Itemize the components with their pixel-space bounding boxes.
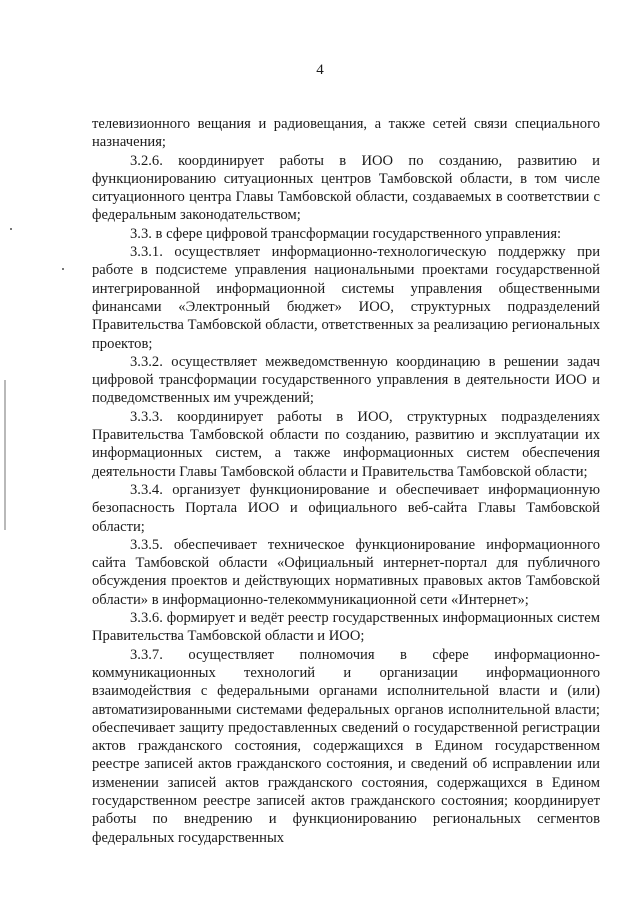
paragraph: 3.3.6. формирует и ведёт реестр государственных информационных систем Правительства Тамбовской области и ИОО; — [92, 610, 600, 645]
paragraph: 3.3.2. осуществляет межведомственную координацию в решении задач цифровой трансформации государственного управления в деятельности ИОО и подведомственных им учреждений; — [92, 353, 600, 407]
paragraph: 3.3. в сфере цифровой трансформации государственного управления: — [130, 225, 562, 242]
scan-margin-mark — [4, 380, 6, 530]
scan-dot — [10, 228, 12, 230]
paragraph: 3.3.3. координирует работы в ИОО, структурных подразделениях Правительства Тамбовской области по созданию, развитию и эксплуатации их информационных систем, а также информационных систем обеспечения деятельности Главы Тамбовской области и Правительства Тамбовской области; — [92, 408, 600, 480]
paragraph: телевизионного вещания и радиовещания, а также сетей связи специального назначения; — [92, 116, 600, 151]
paragraph: 3.3.4. организует функционирование и обеспечивает информационную безопасность Портала ИОО и официального веб-сайта Главы Тамбовской области; — [92, 481, 600, 535]
page-number: 4 — [316, 62, 324, 78]
document-body — [92, 115, 600, 847]
paragraph: 3.2.6. координирует работы в ИОО по созданию, развитию и функционированию ситуационных центров Тамбовской области, в том числе ситуационного центра Главы Тамбовской области, создаваемых в соответствии с федеральным законодательством; — [92, 152, 600, 224]
paragraph: 3.3.5. обеспечивает техническое функционирование информационного сайта Тамбовской области «Официальный интернет-портал для публичного обсуждения проектов и действующих нормативных правовых актов Тамбовской области» в информационно-телекоммуникационной сети «Интернет»; — [92, 536, 600, 608]
scan-dot — [62, 268, 64, 270]
paragraph: 3.3.7. осуществляет полномочия в сфере информационно-коммуникационных технологий и организации информационного взаимодействия с федеральными органами исполнительной власти и (или) автоматизированными системами федеральных органов исполнительной власти; обеспечивает защиту предоставленных сведений о государственной регистрации актов гражданского состояния, содержащихся в Едином государственном реестре записей актов гражданского состояния, и сведений об исправлении или изменении записей актов гражданского состояния, содержащихся в Едином государственном реестре записей актов гражданского состояния; координирует работы по внедрению и функционированию региональных сегментов федеральных государственных — [92, 646, 600, 846]
paragraph: 3.3.1. осуществляет информационно-технологическую поддержку при работе в подсистеме управления национальными проектами государственной интегрированной информационной системы управления общественными финансами «Электронный бюджет» ИОО, структурных подразделений Правительства Тамбовской области, ответственных за реализацию региональных проектов; — [92, 244, 600, 352]
